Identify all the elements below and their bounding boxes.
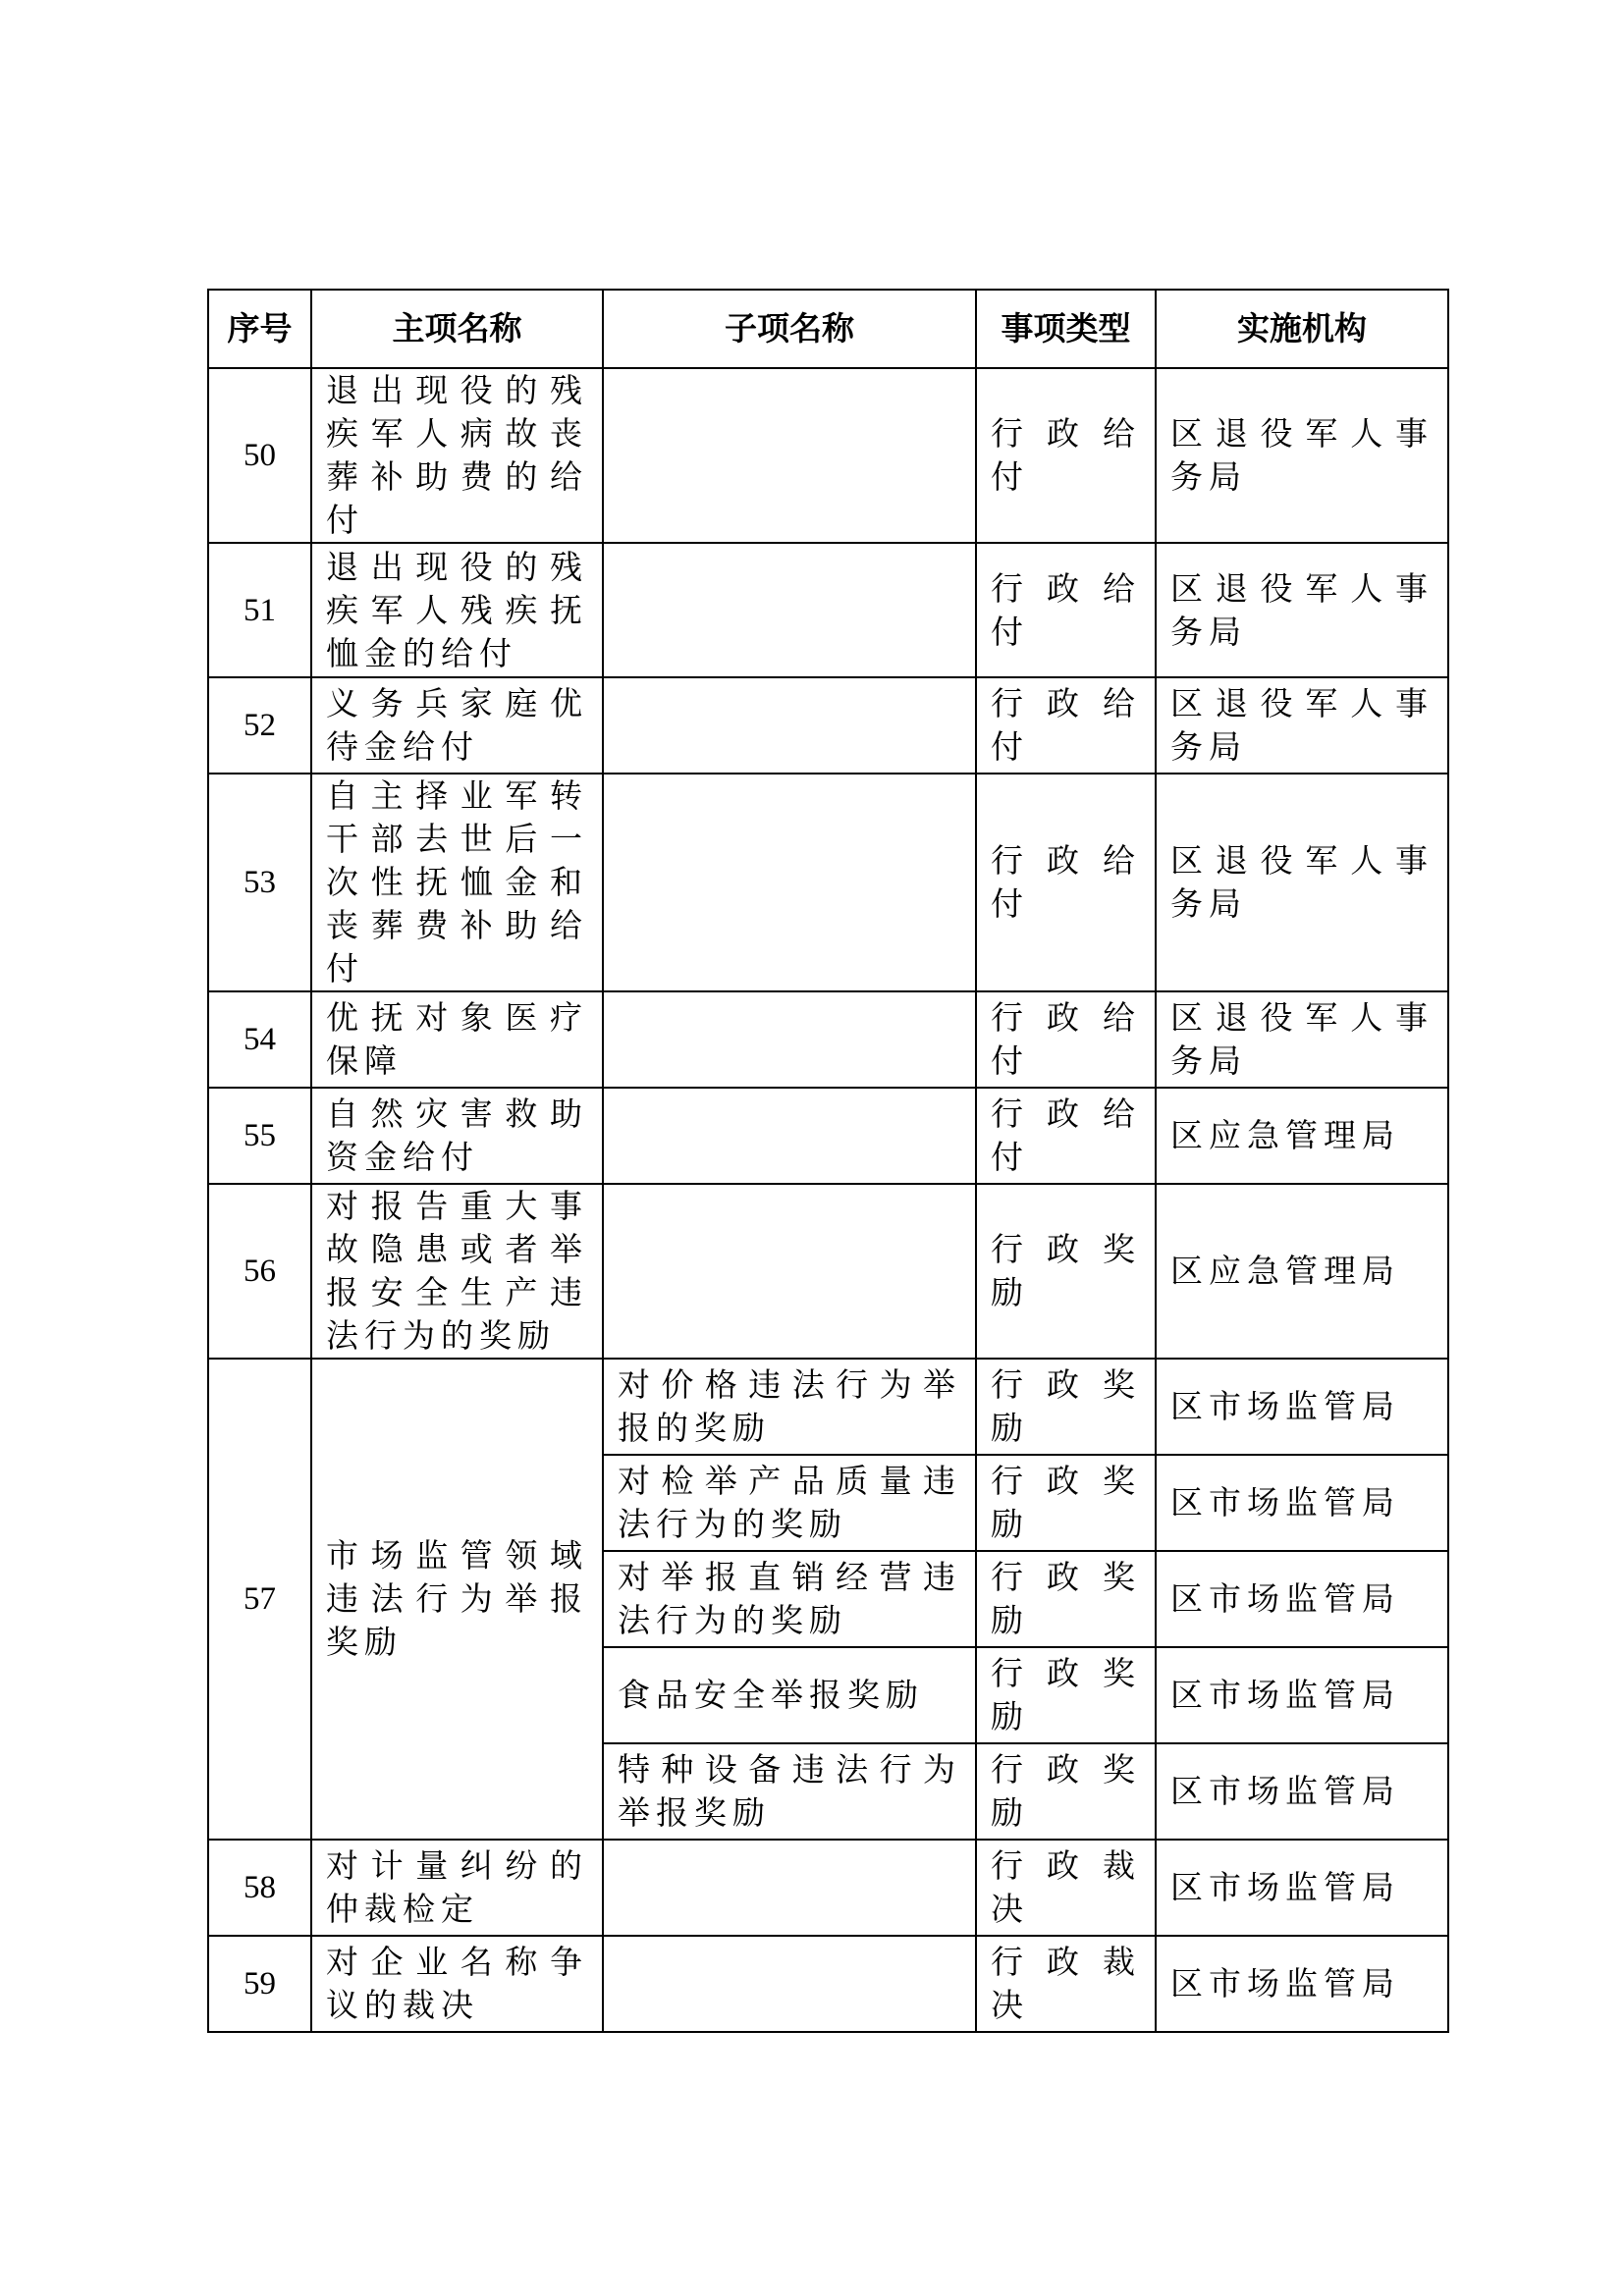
row-no: 57: [208, 1359, 311, 1840]
row-sub-item: [603, 774, 976, 991]
row-org: 区市场监管局: [1156, 1551, 1448, 1647]
row-sub-item: [603, 1840, 976, 1936]
row-org: 区市场监管局: [1156, 1840, 1448, 1936]
row-org: 区应急管理局: [1156, 1184, 1448, 1359]
row-type: 行政奖励: [976, 1184, 1156, 1359]
row-no: 50: [208, 368, 311, 543]
row-org: 区市场监管局: [1156, 1359, 1448, 1455]
row-sub-item: 对价格违法行为举报的奖励: [603, 1359, 976, 1455]
row-sub-item: 对举报直销经营违法行为的奖励: [603, 1551, 976, 1647]
row-main-item: 自主择业军转干部去世后一次性抚恤金和丧葬费补助给付: [311, 774, 603, 991]
row-org: 区退役军人事务局: [1156, 368, 1448, 543]
row-no: 53: [208, 774, 311, 991]
row-main-item: 优抚对象医疗保障: [311, 991, 603, 1088]
row-main-item: 自然灾害救助资金给付: [311, 1088, 603, 1184]
row-main-item: 退出现役的残疾军人残疾抚恤金的给付: [311, 543, 603, 677]
row-type: 行政给付: [976, 677, 1156, 774]
row-sub-item: 特种设备违法行为举报奖励: [603, 1743, 976, 1840]
row-type: 行政奖励: [976, 1551, 1156, 1647]
row-type: 行政奖励: [976, 1455, 1156, 1551]
row-main-item: 退出现役的残疾军人病故丧葬补助费的给付: [311, 368, 603, 543]
row-main-item: 义务兵家庭优待金给付: [311, 677, 603, 774]
row-sub-item: [603, 677, 976, 774]
row-type: 行政奖励: [976, 1359, 1156, 1455]
row-main-item: 对计量纠纷的仲裁检定: [311, 1840, 603, 1936]
table-row: [208, 1840, 1448, 1936]
row-org: 区退役军人事务局: [1156, 991, 1448, 1088]
matters-table: [207, 289, 1449, 2033]
row-main-item: 市场监管领域违法行为举报奖励: [311, 1359, 603, 1840]
table-row: [208, 1088, 1448, 1184]
table-row: [208, 1184, 1448, 1359]
row-sub-item: [603, 1088, 976, 1184]
header-no: 序号: [208, 290, 311, 368]
table-row: [208, 1359, 1448, 1455]
row-org: 区市场监管局: [1156, 1647, 1448, 1743]
row-no: 55: [208, 1088, 311, 1184]
row-type: 行政给付: [976, 1088, 1156, 1184]
row-org: 区市场监管局: [1156, 1743, 1448, 1840]
row-main-item: 对报告重大事故隐患或者举报安全生产违法行为的奖励: [311, 1184, 603, 1359]
row-org: 区应急管理局: [1156, 1088, 1448, 1184]
row-type: 行政裁决: [976, 1840, 1156, 1936]
header-org: 实施机构: [1156, 290, 1448, 368]
table-row: [208, 991, 1448, 1088]
row-no: 52: [208, 677, 311, 774]
header-main-item: 主项名称: [311, 290, 603, 368]
row-type: 行政裁决: [976, 1936, 1156, 2032]
row-org: 区退役军人事务局: [1156, 677, 1448, 774]
row-no: 56: [208, 1184, 311, 1359]
row-org: 区退役军人事务局: [1156, 774, 1448, 991]
row-sub-item: 对检举产品质量违法行为的奖励: [603, 1455, 976, 1551]
row-no: 58: [208, 1840, 311, 1936]
row-no: 54: [208, 991, 311, 1088]
row-org: 区退役军人事务局: [1156, 543, 1448, 677]
row-type: 行政给付: [976, 774, 1156, 991]
row-main-item: 对企业名称争议的裁决: [311, 1936, 603, 2032]
row-sub-item: [603, 1184, 976, 1359]
table-row: [208, 543, 1448, 677]
row-type: 行政给付: [976, 991, 1156, 1088]
row-no: 51: [208, 543, 311, 677]
row-no: 59: [208, 1936, 311, 2032]
table-row: [208, 774, 1448, 991]
row-type: 行政给付: [976, 368, 1156, 543]
row-type: 行政给付: [976, 543, 1156, 677]
row-type: 行政奖励: [976, 1743, 1156, 1840]
row-sub-item: [603, 543, 976, 677]
table-row: [208, 1936, 1448, 2032]
row-sub-item: 食品安全举报奖励: [603, 1647, 976, 1743]
row-sub-item: [603, 1936, 976, 2032]
table-row: [208, 677, 1448, 774]
row-sub-item: [603, 368, 976, 543]
row-sub-item: [603, 991, 976, 1088]
row-org: 区市场监管局: [1156, 1455, 1448, 1551]
header-row: [208, 290, 1448, 368]
header-sub-item: 子项名称: [603, 290, 976, 368]
row-type: 行政奖励: [976, 1647, 1156, 1743]
table-row: [208, 368, 1448, 543]
header-type: 事项类型: [976, 290, 1156, 368]
row-org: 区市场监管局: [1156, 1936, 1448, 2032]
